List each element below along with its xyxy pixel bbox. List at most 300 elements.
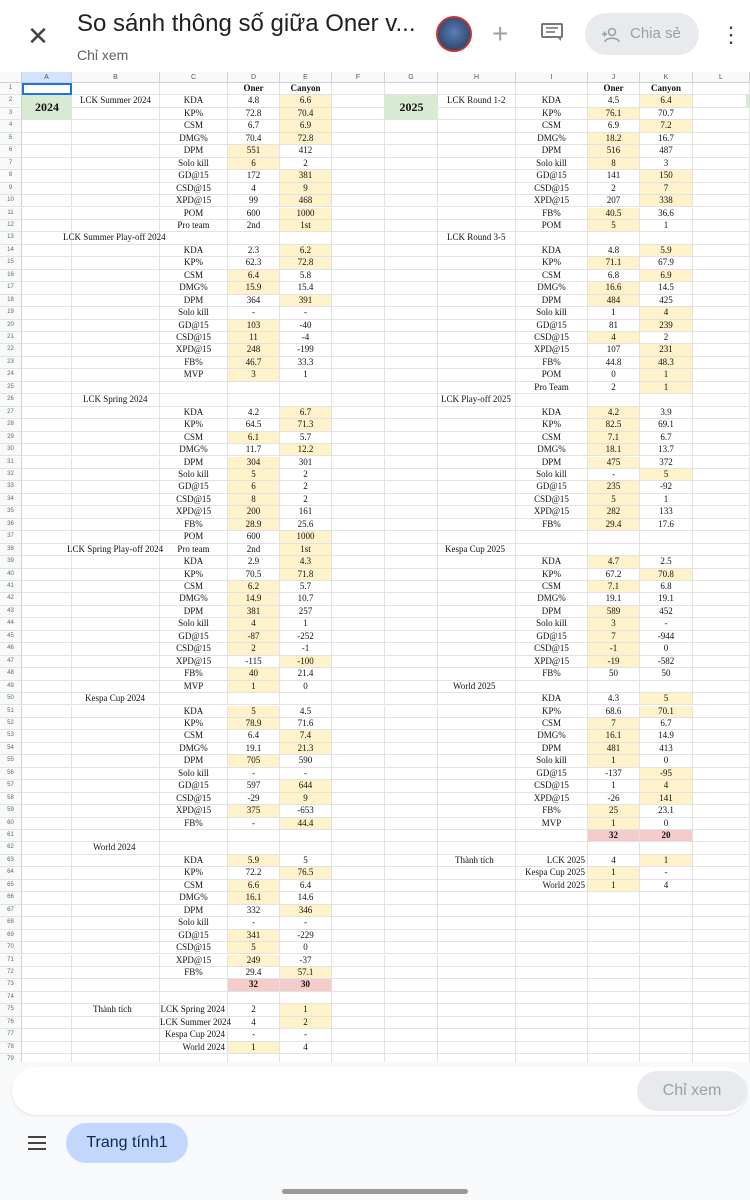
grid-cell[interactable] — [332, 108, 385, 120]
grid-cell[interactable] — [22, 793, 72, 805]
grid-cell[interactable] — [693, 1017, 750, 1029]
grid-cell[interactable] — [332, 407, 385, 419]
oner-value[interactable]: 481 — [588, 743, 640, 755]
oner-value[interactable]: 3 — [588, 618, 640, 630]
oner-value[interactable]: 375 — [228, 805, 280, 817]
stat-label[interactable]: Solo kill — [160, 158, 228, 170]
grid-cell[interactable] — [385, 656, 438, 668]
oner-value[interactable]: 18.1 — [588, 444, 640, 456]
grid-cell[interactable] — [72, 905, 160, 917]
grid-cell[interactable] — [693, 444, 750, 456]
canyon-value[interactable]: 1 — [640, 494, 693, 506]
row-header[interactable]: 48 — [0, 668, 22, 680]
grid-cell[interactable] — [693, 1004, 750, 1016]
canyon-value[interactable]: 1st — [280, 220, 332, 232]
stat-label[interactable]: DPM — [160, 905, 228, 917]
grid-cell[interactable] — [693, 245, 750, 257]
canyon-value[interactable]: 0 — [280, 942, 332, 954]
stat-label[interactable]: KP% — [160, 257, 228, 269]
grid-cell[interactable] — [22, 245, 72, 257]
grid-cell[interactable] — [516, 955, 588, 967]
grid-cell[interactable] — [72, 606, 160, 618]
grid-cell[interactable] — [693, 544, 750, 556]
grid-cell[interactable] — [385, 369, 438, 381]
grid-cell[interactable] — [228, 830, 280, 842]
oner-value[interactable]: 99 — [228, 195, 280, 207]
stat-label[interactable]: CSM — [160, 880, 228, 892]
canyon-value[interactable]: 0 — [640, 818, 693, 830]
canyon-value[interactable]: 6.9 — [280, 120, 332, 132]
row-header[interactable]: 69 — [0, 930, 22, 942]
grid-cell[interactable] — [72, 1017, 160, 1029]
grid-cell[interactable] — [72, 170, 160, 182]
oner-value[interactable]: 81 — [588, 320, 640, 332]
grid-cell[interactable] — [22, 967, 72, 979]
grid-cell[interactable] — [438, 133, 516, 145]
grid-cell[interactable] — [693, 357, 750, 369]
grid-cell[interactable] — [438, 282, 516, 294]
row-header[interactable]: 68 — [0, 917, 22, 929]
grid-cell[interactable] — [385, 295, 438, 307]
grid-cell[interactable] — [332, 120, 385, 132]
grid-cell[interactable] — [22, 905, 72, 917]
grid-cell[interactable] — [22, 768, 72, 780]
grid-cell[interactable] — [438, 208, 516, 220]
grid-cell[interactable] — [332, 556, 385, 568]
grid-cell[interactable] — [516, 1004, 588, 1016]
grid-cell[interactable] — [438, 83, 516, 95]
grid-cell[interactable] — [22, 531, 72, 543]
canyon-value[interactable]: 0 — [640, 755, 693, 767]
grid-cell[interactable] — [332, 755, 385, 767]
grid-cell[interactable] — [438, 805, 516, 817]
stat-label[interactable]: CSD@15 — [516, 183, 588, 195]
header-canyon[interactable]: Canyon — [280, 83, 332, 95]
canyon-value[interactable]: 69.1 — [640, 419, 693, 431]
grid-cell[interactable] — [438, 656, 516, 668]
stat-label[interactable]: FB% — [516, 208, 588, 220]
grid-cell[interactable] — [72, 992, 160, 1004]
grid-cell[interactable] — [693, 519, 750, 531]
oner-value[interactable]: -1 — [588, 643, 640, 655]
grid-cell[interactable] — [332, 706, 385, 718]
grid-cell[interactable] — [72, 531, 160, 543]
stat-label[interactable]: POM — [516, 369, 588, 381]
canyon-value[interactable]: 71.3 — [280, 419, 332, 431]
grid-cell[interactable] — [332, 357, 385, 369]
grid-cell[interactable] — [588, 232, 640, 244]
grid-cell[interactable] — [693, 942, 750, 954]
stat-label[interactable]: CSM — [160, 730, 228, 742]
row-header[interactable]: 36 — [0, 519, 22, 531]
oner-value[interactable]: 1 — [588, 867, 640, 879]
grid-cell[interactable] — [640, 905, 693, 917]
grid-cell[interactable] — [385, 531, 438, 543]
stat-label[interactable]: KP% — [516, 257, 588, 269]
stat-label[interactable]: CSD@15 — [160, 793, 228, 805]
stat-label[interactable]: XPD@15 — [516, 656, 588, 668]
grid-cell[interactable] — [438, 1017, 516, 1029]
grid-cell[interactable] — [438, 992, 516, 1004]
grid-cell[interactable] — [22, 867, 72, 879]
grid-cell[interactable] — [385, 768, 438, 780]
canyon-value[interactable]: -229 — [280, 930, 332, 942]
row-header[interactable]: 61 — [0, 830, 22, 842]
oner-value[interactable]: 4.8 — [228, 95, 280, 107]
grid-cell[interactable] — [332, 95, 385, 107]
oner-value[interactable]: 1 — [228, 681, 280, 693]
row-header[interactable]: 42 — [0, 593, 22, 605]
canyon-value[interactable]: 1 — [640, 855, 693, 867]
canyon-value[interactable]: - — [280, 307, 332, 319]
grid-cell[interactable] — [438, 257, 516, 269]
grid-cell[interactable] — [693, 556, 750, 568]
grid-cell[interactable] — [22, 494, 72, 506]
stat-label[interactable]: Pro team — [160, 544, 228, 556]
oner-value[interactable]: 597 — [228, 780, 280, 792]
canyon-value[interactable]: -252 — [280, 631, 332, 643]
canyon-value[interactable]: 1000 — [280, 531, 332, 543]
grid-cell[interactable] — [332, 295, 385, 307]
grid-cell[interactable] — [332, 544, 385, 556]
grid-cell[interactable] — [332, 170, 385, 182]
grid-cell[interactable] — [693, 83, 750, 95]
stat-label[interactable]: XPD@15 — [160, 955, 228, 967]
grid-cell[interactable] — [332, 332, 385, 344]
grid-cell[interactable] — [22, 195, 72, 207]
grid-cell[interactable] — [640, 1054, 693, 1062]
oner-value[interactable]: 6.8 — [588, 270, 640, 282]
grid-cell[interactable] — [22, 730, 72, 742]
canyon-value[interactable]: 5 — [640, 693, 693, 705]
grid-cell[interactable] — [588, 917, 640, 929]
grid-cell[interactable] — [22, 220, 72, 232]
row-header[interactable]: 3 — [0, 108, 22, 120]
grid-cell[interactable] — [385, 668, 438, 680]
row-header[interactable]: 12 — [0, 220, 22, 232]
oner-value[interactable]: 235 — [588, 481, 640, 493]
grid-cell[interactable] — [385, 481, 438, 493]
grid-cell[interactable] — [332, 618, 385, 630]
achievement-label[interactable]: World 2025 — [516, 880, 588, 892]
grid-cell[interactable] — [332, 606, 385, 618]
grid-cell[interactable] — [588, 905, 640, 917]
canyon-value[interactable]: -40 — [280, 320, 332, 332]
stat-label[interactable]: CSD@15 — [516, 494, 588, 506]
grid-cell[interactable] — [693, 494, 750, 506]
grid-cell[interactable] — [72, 145, 160, 157]
grid-cell[interactable] — [588, 1029, 640, 1041]
canyon-value[interactable]: 5 — [640, 469, 693, 481]
grid-cell[interactable] — [72, 457, 160, 469]
grid-cell[interactable] — [438, 768, 516, 780]
stat-label[interactable]: GD@15 — [516, 481, 588, 493]
grid-cell[interactable] — [385, 195, 438, 207]
grid-cell[interactable] — [693, 867, 750, 879]
grid-cell[interactable] — [640, 531, 693, 543]
oner-value[interactable]: 2 — [228, 1004, 280, 1016]
stat-label[interactable]: DPM — [160, 606, 228, 618]
grid-cell[interactable] — [332, 183, 385, 195]
row-header[interactable]: 64 — [0, 867, 22, 879]
oner-value[interactable]: -29 — [228, 793, 280, 805]
stat-label[interactable]: DMG% — [516, 133, 588, 145]
grid-cell[interactable] — [438, 108, 516, 120]
grid-cell[interactable] — [588, 955, 640, 967]
grid-cell[interactable] — [693, 394, 750, 406]
canyon-value[interactable]: 4 — [640, 307, 693, 319]
stat-label[interactable]: DPM — [516, 743, 588, 755]
grid-cell[interactable] — [332, 768, 385, 780]
oner-value[interactable]: 5.9 — [228, 855, 280, 867]
grid-cell[interactable] — [332, 631, 385, 643]
stat-label[interactable]: XPD@15 — [516, 506, 588, 518]
grid-cell[interactable] — [438, 444, 516, 456]
grid-cell[interactable] — [640, 955, 693, 967]
grid-cell[interactable] — [332, 1004, 385, 1016]
grid-cell[interactable] — [693, 270, 750, 282]
oner-value[interactable]: 484 — [588, 295, 640, 307]
canyon-value[interactable]: 2 — [280, 158, 332, 170]
oner-value[interactable]: 1 — [588, 307, 640, 319]
stat-label[interactable]: FB% — [516, 519, 588, 531]
grid-cell[interactable] — [438, 842, 516, 854]
grid-cell[interactable] — [72, 1042, 160, 1054]
canyon-value[interactable]: 133 — [640, 506, 693, 518]
grid-cell[interactable] — [72, 307, 160, 319]
row-header[interactable]: 47 — [0, 656, 22, 668]
grid-cell[interactable] — [385, 170, 438, 182]
grid-cell[interactable] — [385, 145, 438, 157]
grid-cell[interactable] — [385, 867, 438, 879]
column-header[interactable]: K — [640, 72, 693, 83]
oner-value[interactable]: 2nd — [228, 544, 280, 556]
stat-label[interactable]: DMG% — [160, 133, 228, 145]
grid-cell[interactable] — [438, 195, 516, 207]
grid-cell[interactable] — [22, 544, 72, 556]
stat-label[interactable]: XPD@15 — [516, 344, 588, 356]
oner-value[interactable]: 29.4 — [228, 967, 280, 979]
grid-cell[interactable] — [385, 706, 438, 718]
canyon-value[interactable]: 9 — [280, 183, 332, 195]
grid-cell[interactable] — [385, 992, 438, 1004]
grid-cell[interactable] — [160, 394, 228, 406]
stat-label[interactable]: CSD@15 — [160, 494, 228, 506]
grid-cell[interactable] — [693, 818, 750, 830]
stat-label[interactable]: GD@15 — [160, 170, 228, 182]
grid-cell[interactable] — [72, 967, 160, 979]
row-header[interactable]: 63 — [0, 855, 22, 867]
grid-cell[interactable] — [72, 432, 160, 444]
oner-value[interactable]: 282 — [588, 506, 640, 518]
row-header[interactable]: 37 — [0, 531, 22, 543]
row-header[interactable]: 34 — [0, 494, 22, 506]
grid-cell[interactable] — [385, 930, 438, 942]
row-header[interactable]: 74 — [0, 992, 22, 1004]
menu-icon[interactable] — [27, 1134, 47, 1152]
stat-label[interactable]: GD@15 — [160, 631, 228, 643]
grid-cell[interactable] — [385, 457, 438, 469]
column-header[interactable]: E — [280, 72, 332, 83]
grid-cell[interactable] — [693, 120, 750, 132]
stat-label[interactable]: GD@15 — [160, 780, 228, 792]
grid-cell[interactable] — [385, 232, 438, 244]
grid-cell[interactable] — [516, 992, 588, 1004]
stat-label[interactable]: MVP — [160, 369, 228, 381]
grid-cell[interactable] — [72, 917, 160, 929]
canyon-value[interactable]: 6.4 — [640, 95, 693, 107]
canyon-value[interactable]: -582 — [640, 656, 693, 668]
stat-label[interactable]: KDA — [160, 95, 228, 107]
canyon-value[interactable]: 2 — [280, 481, 332, 493]
canyon-value[interactable]: 67.9 — [640, 257, 693, 269]
grid-cell[interactable] — [385, 320, 438, 332]
stat-label[interactable]: Solo kill — [516, 307, 588, 319]
grid-cell[interactable] — [385, 1042, 438, 1054]
canyon-value[interactable]: 1 — [640, 220, 693, 232]
row-header[interactable]: 19 — [0, 307, 22, 319]
grid-cell[interactable] — [438, 631, 516, 643]
canyon-value[interactable]: 14.6 — [280, 892, 332, 904]
grid-cell[interactable] — [385, 818, 438, 830]
canyon-value[interactable]: 6.6 — [280, 95, 332, 107]
oner-value[interactable]: 0 — [588, 369, 640, 381]
canyon-value[interactable]: 70.4 — [280, 108, 332, 120]
canyon-value[interactable]: 6.4 — [280, 880, 332, 892]
row-header[interactable]: 79 — [0, 1054, 22, 1062]
canyon-value[interactable]: 644 — [280, 780, 332, 792]
grid-cell[interactable] — [438, 1029, 516, 1041]
grid-cell[interactable] — [385, 643, 438, 655]
grid-cell[interactable] — [438, 369, 516, 381]
grid-cell[interactable] — [332, 282, 385, 294]
grid-cell[interactable] — [438, 469, 516, 481]
grid-cell[interactable] — [385, 407, 438, 419]
grid-cell[interactable] — [72, 270, 160, 282]
oner-value[interactable]: 1 — [588, 818, 640, 830]
sheet-tab[interactable]: Trang tính1 — [66, 1123, 188, 1163]
row-header[interactable]: 46 — [0, 643, 22, 655]
grid-cell[interactable] — [332, 581, 385, 593]
grid-cell[interactable] — [22, 668, 72, 680]
canyon-value[interactable]: - — [280, 768, 332, 780]
column-header[interactable]: H — [438, 72, 516, 83]
oner-value[interactable]: 4 — [588, 332, 640, 344]
header-oner[interactable]: Oner — [228, 83, 280, 95]
grid-cell[interactable] — [332, 519, 385, 531]
grid-cell[interactable] — [438, 930, 516, 942]
oner-value[interactable]: 705 — [228, 755, 280, 767]
grid-cell[interactable] — [22, 581, 72, 593]
row-header[interactable]: 78 — [0, 1042, 22, 1054]
achievement-label[interactable]: LCK Summer 2024 — [160, 1017, 228, 1029]
oner-value[interactable]: 600 — [228, 208, 280, 220]
column-header[interactable]: L — [693, 72, 750, 83]
row-header[interactable]: 49 — [0, 681, 22, 693]
grid-cell[interactable] — [588, 942, 640, 954]
grid-cell[interactable] — [72, 930, 160, 942]
grid-cell[interactable] — [22, 979, 72, 991]
grid-cell[interactable] — [385, 917, 438, 929]
grid-cell[interactable] — [22, 656, 72, 668]
canyon-value[interactable]: -92 — [640, 481, 693, 493]
grid-cell[interactable] — [588, 979, 640, 991]
oner-value[interactable]: 4.7 — [588, 556, 640, 568]
grid-cell[interactable] — [332, 208, 385, 220]
oner-value[interactable]: 72.2 — [228, 867, 280, 879]
grid-cell[interactable] — [72, 656, 160, 668]
grid-cell[interactable] — [332, 917, 385, 929]
canyon-value[interactable]: 1 — [640, 382, 693, 394]
stat-label[interactable]: GD@15 — [516, 170, 588, 182]
oner-value[interactable]: 4.2 — [588, 407, 640, 419]
corner-cell[interactable] — [0, 72, 22, 83]
grid-cell[interactable] — [693, 1054, 750, 1062]
grid-cell[interactable] — [72, 755, 160, 767]
grid-cell[interactable] — [22, 743, 72, 755]
grid-cell[interactable] — [693, 730, 750, 742]
grid-cell[interactable] — [588, 842, 640, 854]
oner-value[interactable]: -115 — [228, 656, 280, 668]
grid-cell[interactable] — [332, 780, 385, 792]
grid-cell[interactable] — [438, 382, 516, 394]
grid-cell[interactable] — [332, 195, 385, 207]
stat-label[interactable]: DPM — [160, 295, 228, 307]
oner-value[interactable]: 64.5 — [228, 419, 280, 431]
grid-cell[interactable] — [438, 170, 516, 182]
grid-cell[interactable] — [588, 531, 640, 543]
grid-cell[interactable] — [438, 880, 516, 892]
grid-cell[interactable] — [228, 232, 280, 244]
achievement-label[interactable]: LCK 2025 — [516, 855, 588, 867]
grid-cell[interactable] — [72, 444, 160, 456]
stat-label[interactable]: KDA — [160, 407, 228, 419]
grid-cell[interactable] — [72, 718, 160, 730]
grid-cell[interactable] — [693, 992, 750, 1004]
grid-cell[interactable] — [72, 481, 160, 493]
oner-value[interactable]: 29.4 — [588, 519, 640, 531]
grid-cell[interactable] — [22, 457, 72, 469]
oner-value[interactable]: 381 — [228, 606, 280, 618]
grid-cell[interactable] — [72, 295, 160, 307]
row-header[interactable]: 32 — [0, 469, 22, 481]
grid-cell[interactable] — [693, 145, 750, 157]
grid-cell[interactable] — [72, 282, 160, 294]
grid-cell[interactable] — [693, 880, 750, 892]
grid-cell[interactable] — [588, 930, 640, 942]
grid-cell[interactable] — [385, 83, 438, 95]
row-header[interactable]: 51 — [0, 706, 22, 718]
oner-value[interactable]: 18.2 — [588, 133, 640, 145]
stat-label[interactable]: POM — [160, 208, 228, 220]
oner-value[interactable]: 16.6 — [588, 282, 640, 294]
canyon-value[interactable]: 257 — [280, 606, 332, 618]
grid-cell[interactable] — [385, 955, 438, 967]
grid-cell[interactable] — [693, 793, 750, 805]
grid-cell[interactable] — [640, 842, 693, 854]
grid-cell[interactable] — [588, 681, 640, 693]
canyon-value[interactable]: 346 — [280, 905, 332, 917]
canyon-value[interactable]: 487 — [640, 145, 693, 157]
grid-cell[interactable] — [640, 232, 693, 244]
canyon-value[interactable]: 6.7 — [640, 432, 693, 444]
canyon-value[interactable]: 5.7 — [280, 432, 332, 444]
grid-cell[interactable] — [438, 955, 516, 967]
grid-cell[interactable] — [693, 469, 750, 481]
canyon-value[interactable]: 6.7 — [640, 718, 693, 730]
grid-cell[interactable] — [160, 992, 228, 1004]
grid-cell[interactable] — [385, 1017, 438, 1029]
